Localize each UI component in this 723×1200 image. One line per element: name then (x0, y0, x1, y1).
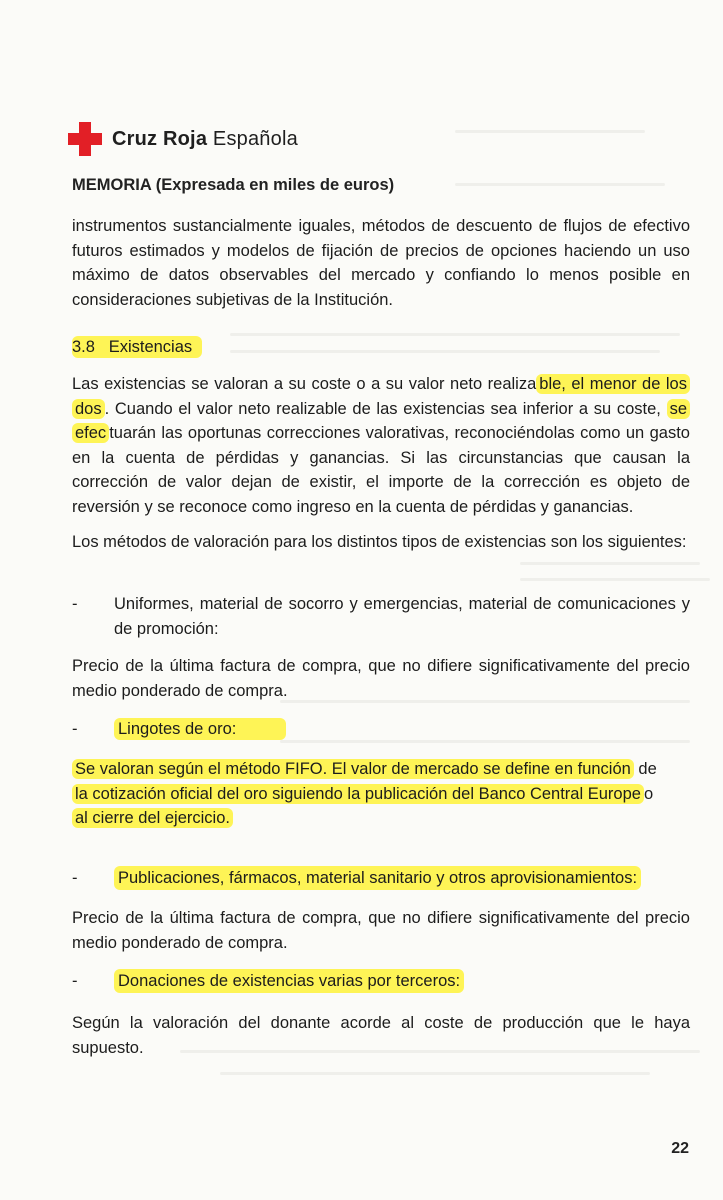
org-name-light: Española (212, 127, 298, 150)
bleed-through-line (455, 130, 645, 133)
highlight-menor: ble, el menor de los dos (72, 374, 690, 419)
page-header (68, 122, 298, 156)
bullet-label: Uniformes, material de socorro y emergencias, material de comunicaciones y de promoción: (114, 595, 690, 638)
list-item: - Donaciones de existencias varias por terceros: (72, 969, 690, 994)
section-heading (72, 335, 202, 360)
intro-paragraph: instrumentos sustancialmente iguales, métodos de descuento de flujos de efectivo futuros estimados y modelos de fijación de precios de opciones haciendo un uso máximo de datos observables del mercado y confiando lo menos posible en consideraciones subjetivas de la Institución. (72, 217, 690, 309)
existencias-paragraph: Las existencias se valoran a su coste o a su valor neto realiza ble, el menor de los dos . Cuando el valor neto realizable de las existencias sea inferior a su coste, se efec tuarán las oportunas correcciones valorativas, reconociéndolas como un gasto en la cuenta de pérdidas y ganancias. Si las circunstancias que causan la corrección de valor dejan de existir, el importe de la corrección es objeto de reversión y se reconoce como ingreso en la cuenta de pérdidas y ganancias. (72, 375, 690, 516)
bleed-through-line (230, 333, 680, 336)
bleed-through-line (220, 1072, 650, 1075)
organization-name (112, 128, 298, 151)
list-item: - Publicaciones, fármacos, material sanitario y otros aprovisionamientos: (72, 866, 690, 891)
page-number: 22 (671, 1140, 689, 1157)
highlight-se-efec: se efec (72, 399, 690, 444)
memoria-title: MEMORIA (Expresada en miles de euros) (72, 176, 395, 194)
bleed-through-line (520, 562, 700, 565)
bullet-label: Lingotes de oro: (114, 718, 286, 740)
section-title: Existencias (108, 338, 193, 356)
bullet-label: Donaciones de existencias varias por terceros: (114, 969, 464, 993)
bullet-description: Precio de la última factura de compra, que no difiere significativamente del precio medio ponderado de compra. (72, 909, 690, 952)
org-name-bold: Cruz Roja (112, 127, 208, 150)
methods-intro: Los métodos de valoración para los distintos tipos de existencias son los siguientes: (72, 533, 687, 551)
list-item: - Uniformes, material de socorro y emergencias, material de comunicaciones y de promoción: (72, 592, 690, 641)
bleed-through-line (455, 183, 665, 186)
bleed-through-line (520, 578, 710, 581)
bullet-label: Publicaciones, fármacos, material sanitario y otros aprovisionamientos: (114, 866, 641, 890)
bullet-description: Se valoran según el método FIFO. El valor de mercado se define en función de la cotización oficial del oro siguiendo la publicación del Banco Central Europe o al cierre del ejercicio. (72, 757, 690, 831)
list-item: - Lingotes de oro: (72, 717, 690, 742)
bullet-description: Precio de la última factura de compra, que no difiere significativamente del precio medio ponderado de compra. (72, 657, 690, 700)
red-cross-icon (68, 122, 102, 156)
bullet-description: Según la valoración del donante acorde al coste de producción que le haya supuesto. (72, 1014, 690, 1057)
bleed-through-line (230, 350, 660, 353)
section-number: 3.8 (72, 338, 95, 356)
